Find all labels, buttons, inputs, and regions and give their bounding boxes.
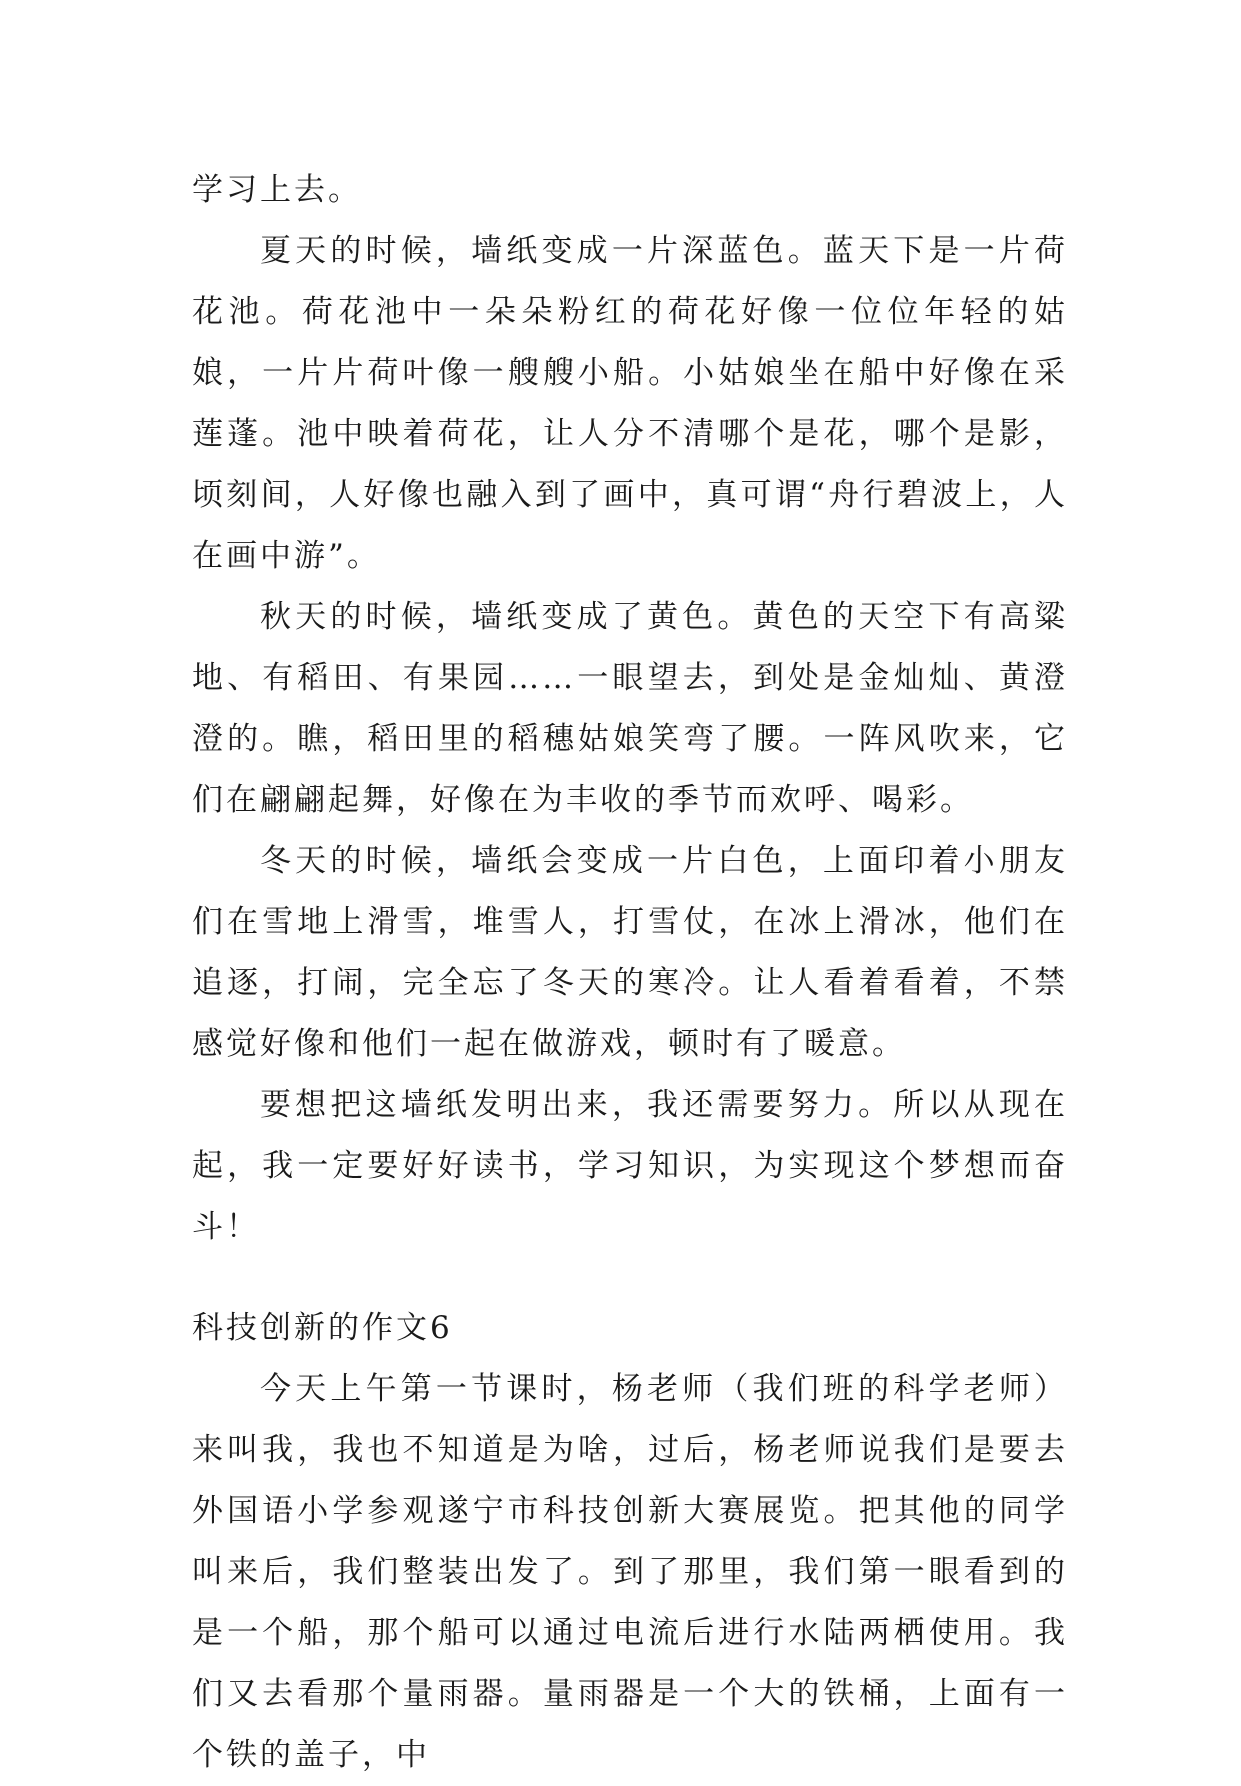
paragraph-autumn: 秋天的时候，墙纸变成了黄色。黄色的天空下有高粱地、有稻田、有果园……一眼望去，到处是金灿灿、黄澄澄的。瞧，稻田里的稻穗姑娘笑弯了腰。一阵风吹来，它们在翩翩起舞，好像在为丰收的季节而欢呼、喝彩。 bbox=[192, 599, 1068, 818]
paragraph-summer: 夏天的时候，墙纸变成一片深蓝色。蓝天下是一片荷花池。荷花池中一朵朵粉红的荷花好像一位位年轻的姑娘，一片片荷叶像一艘艘小船。小姑娘坐在船中好像在采莲蓬。池中映着荷花，让人分不清哪个是花，哪个是影，顷刻间，人好像也融入到了画中，真可谓“舟行碧波上，人在画中游”。 bbox=[192, 233, 1068, 574]
paragraph-conclusion: 要想把这墙纸发明出来，我还需要努力。所以从现在起，我一定要好好读书，学习知识，为实现这个梦想而奋斗！ bbox=[192, 1087, 1068, 1245]
section-title: 科技创新的作文6 bbox=[192, 1310, 453, 1346]
paragraph-winter: 冬天的时候，墙纸会变成一片白色，上面印着小朋友们在雪地上滑雪，堆雪人，打雪仗，在冰上滑冰，他们在追逐，打闹，完全忘了冬天的寒冷。让人看着看着，不禁感觉好像和他们一起在做游戏，顿时有了暖意。 bbox=[192, 843, 1068, 1062]
document-body bbox=[192, 160, 1068, 1786]
paragraph-continuation: 学习上去。 bbox=[192, 172, 362, 208]
paragraph-section-intro: 今天上午第一节课时，杨老师（我们班的科学老师）来叫我，我也不知道是为啥，过后，杨老师说我们是要去外国语小学参观遂宁市科技创新大赛展览。把其他的同学叫来后，我们整装出发了。到了那里，我们第一眼看到的是一个船，那个船可以通过电流后进行水陆两栖使用。我们又去看那个量雨器。量雨器是一个大的铁桶，上面有一个铁的盖子，中 bbox=[192, 1371, 1068, 1773]
